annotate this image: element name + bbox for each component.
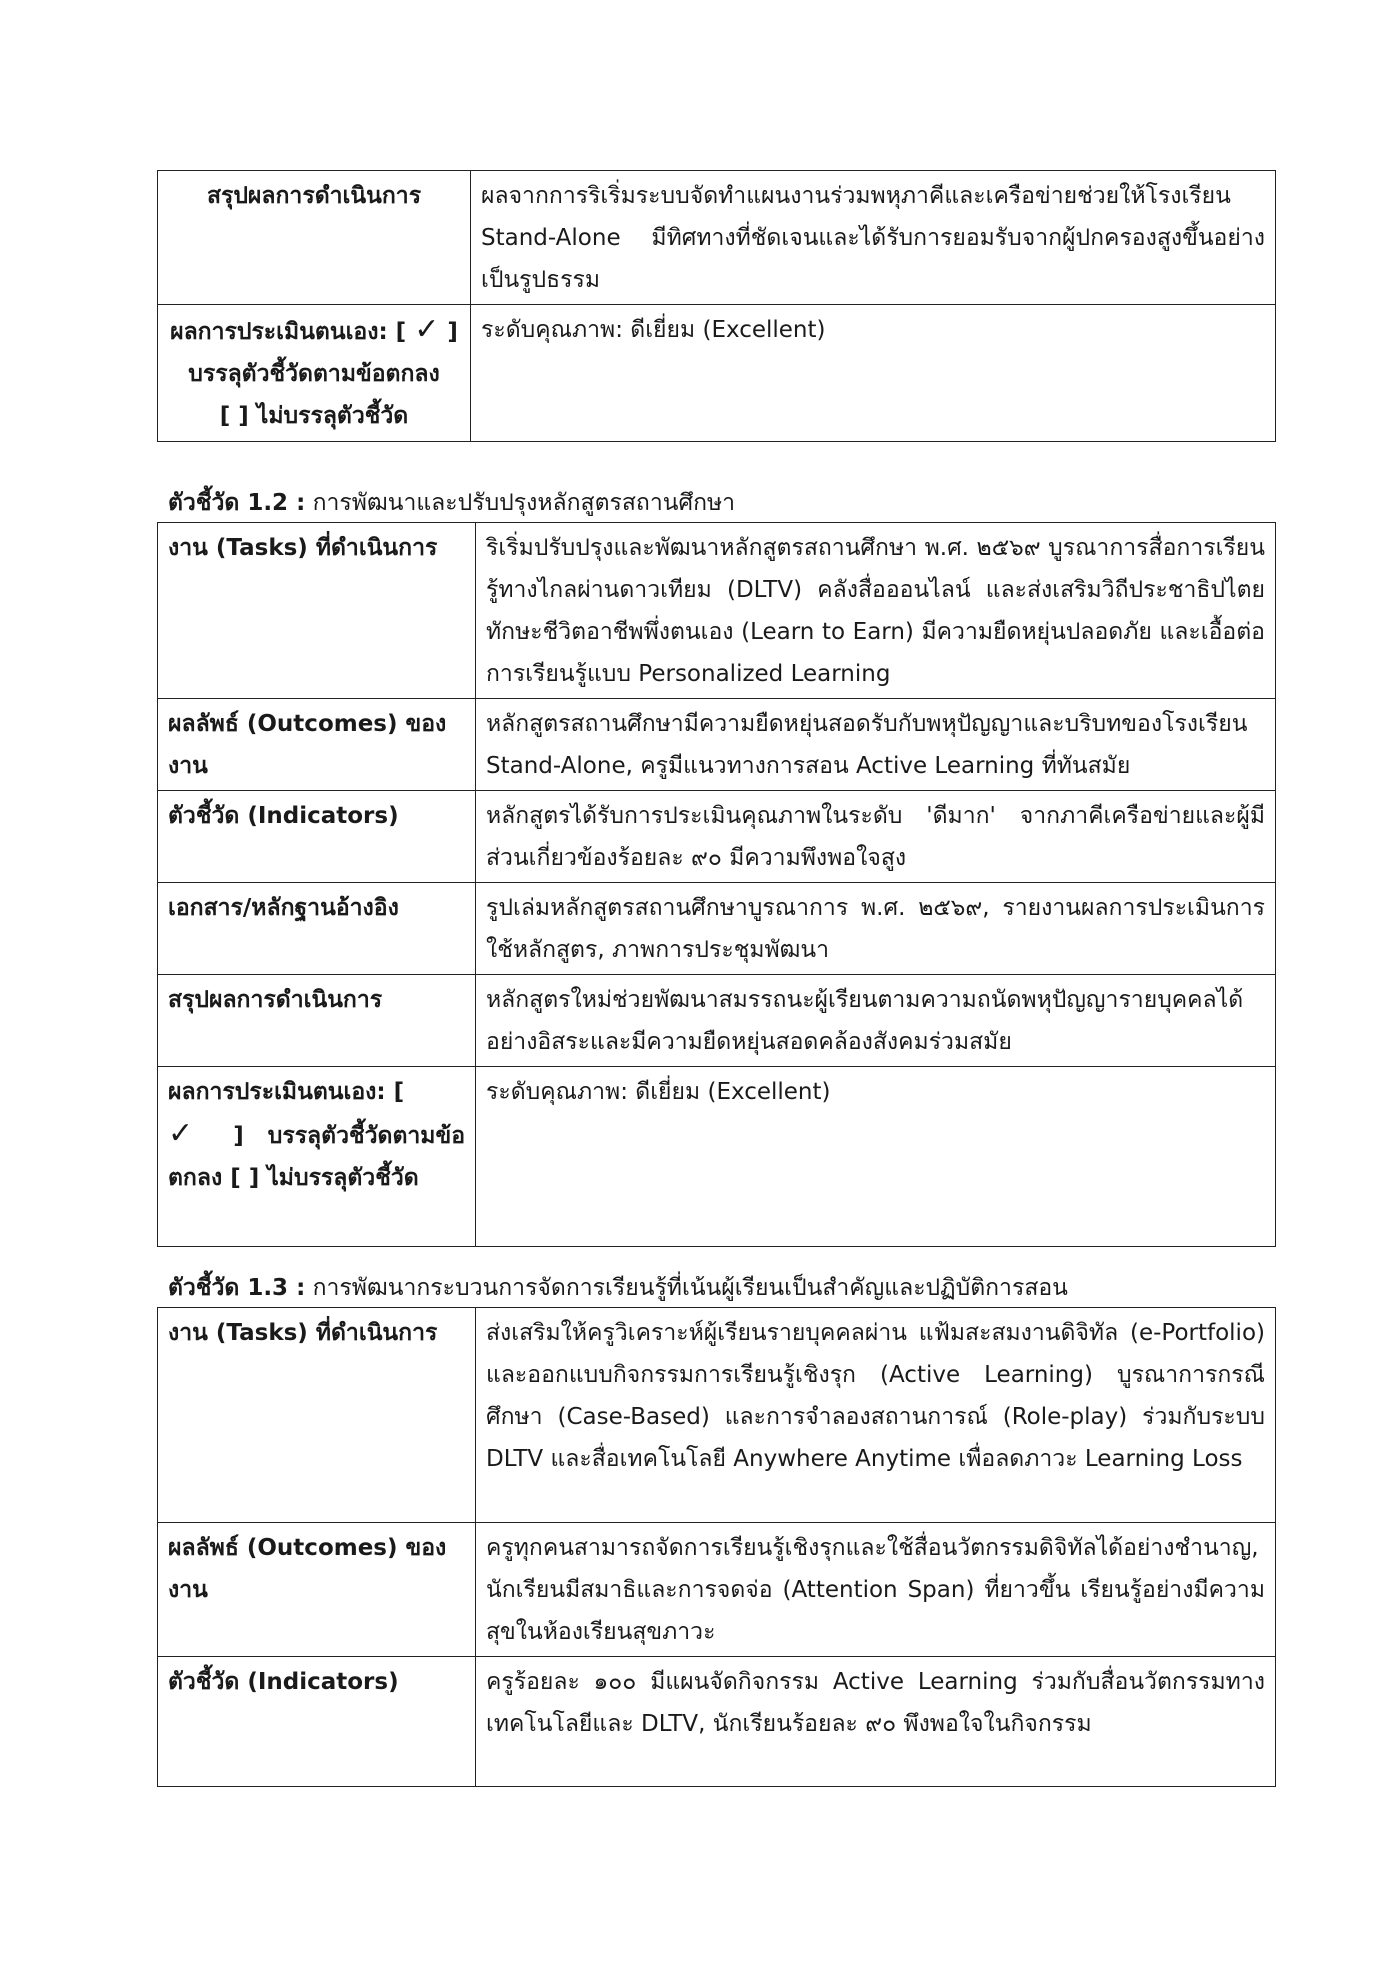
self-assessment-label xyxy=(158,1067,476,1247)
tasks-value: ส่งเสริมให้ครูวิเคราะห์ผู้เรียนรายบุคคลผ่าน แฟ้มสะสมงานดิจิทัล (e-Portfolio) และออกแบบกิจกรรมการเรียนรู้เชิงรุก (Active Learning) บูรณาการกรณีศึกษา (Case-Based) และการจำลองสถานการณ์ (Role-play) ร่วมกับระบบ DLTV และสื่อเทคโนโลยี Anywhere Anytime เพื่อลดภาวะ Learning Loss xyxy=(476,1308,1276,1523)
summary-value: หลักสูตรใหม่ช่วยพัฒนาสมรรถนะผู้เรียนตามความถนัดพหุปัญญารายบุคคลได้อย่างอิสระและมีความยืดหยุ่นสอดคล้องสังคมร่วมสมัย xyxy=(476,975,1276,1067)
self-assessment-label-part-a: ผลการประเมินตนเอง: [ xyxy=(168,1079,405,1105)
outcomes-value: หลักสูตรสถานศึกษามีความยืดหยุ่นสอดรับกับพหุปัญญาและบริบทของโรงเรียน Stand-Alone, ครูมีแนวทางการสอน Active Learning ที่ทันสมัย xyxy=(476,699,1276,791)
self-assessment-label-part-c: [ ] ไม่บรรลุตัวชี้วัด xyxy=(219,403,409,429)
self-assessment-label-part-a: ผลการประเมินตนเอง: [ xyxy=(170,319,407,345)
indicator-1-3-heading-text: การพัฒนากระบวนการจัดการเรียนรู้ที่เน้นผู้เรียนเป็นสำคัญและปฏิบัติการสอน xyxy=(305,1275,1068,1301)
evidence-value: รูปเล่มหลักสูตรสถานศึกษาบูรณาการ พ.ศ. ๒๕๖๙, รายงานผลการประเมินการใช้หลักสูตร, ภาพการประชุมพัฒนา xyxy=(476,883,1276,975)
summary-row xyxy=(158,171,1276,305)
self-assessment-row xyxy=(158,305,1276,442)
self-assessment-value: ระดับคุณภาพ: ดีเยี่ยม (Excellent) xyxy=(471,305,1276,442)
self-assessment-row xyxy=(158,1067,1276,1247)
self-assessment-label-part-b: ] บรรลุตัวชี้วัดตามข้อตกลง xyxy=(188,319,458,387)
indicator-1-2-heading-text: การพัฒนาและปรับปรุงหลักสูตรสถานศึกษา xyxy=(305,490,736,516)
tasks-label: งาน (Tasks) ที่ดำเนินการ xyxy=(158,523,476,699)
summary-label: สรุปผลการดำเนินการ xyxy=(158,975,476,1067)
self-assessment-label xyxy=(158,305,471,442)
outcomes-row xyxy=(158,1523,1276,1657)
check-icon: ✓ xyxy=(168,1116,210,1151)
self-assessment-label-part-c: [ ] ไม่บรรลุตัวชี้วัด xyxy=(230,1165,419,1191)
tasks-value: ริเริ่มปรับปรุงและพัฒนาหลักสูตรสถานศึกษา พ.ศ. ๒๕๖๙ บูรณาการสื่อการเรียนรู้ทางไกลผ่านดาวเทียม (DLTV) คลังสื่อออนไลน์ และส่งเสริมวิถีประชาธิปไตย ทักษะชีวิตอาชีพพึ่งตนเอง (Learn to Earn) มีความยืดหยุ่นปลอดภัย และเอื้อต่อการเรียนรู้แบบ Personalized Learning xyxy=(476,523,1276,699)
outcomes-label: ผลลัพธ์ (Outcomes) ของงาน xyxy=(158,1523,476,1657)
summary-row xyxy=(158,975,1276,1067)
tasks-row xyxy=(158,523,1276,699)
tasks-row xyxy=(158,1308,1276,1523)
indicator-1-2-heading xyxy=(168,487,735,519)
indicators-row xyxy=(158,791,1276,883)
tasks-label: งาน (Tasks) ที่ดำเนินการ xyxy=(158,1308,476,1523)
indicators-label: ตัวชี้วัด (Indicators) xyxy=(158,1657,476,1787)
indicators-label: ตัวชี้วัด (Indicators) xyxy=(158,791,476,883)
indicator-1-3-heading xyxy=(168,1272,1068,1304)
indicator-1-3-table xyxy=(157,1307,1276,1787)
indicator-1-2-table xyxy=(157,522,1276,1247)
self-assessment-value: ระดับคุณภาพ: ดีเยี่ยม (Excellent) xyxy=(476,1067,1276,1247)
self-assessment-label-part-b: ] บรรลุตัวชี้วัดตามข้อตกลง xyxy=(168,1123,466,1191)
indicators-value: ครูร้อยละ ๑๐๐ มีแผนจัดกิจกรรม Active Learning ร่วมกับสื่อนวัตกรรมทางเทคโนโลยีและ DLTV, นักเรียนร้อยละ ๙๐ พึงพอใจในกิจกรรม xyxy=(476,1657,1276,1787)
indicator-1-3-heading-number: ตัวชี้วัด 1.3 : xyxy=(168,1275,306,1301)
indicators-value: หลักสูตรได้รับการประเมินคุณภาพในระดับ 'ดีมาก' จากภาคีเครือข่ายและผู้มีส่วนเกี่ยวข้องร้อยละ ๙๐ มีความพึงพอใจสูง xyxy=(476,791,1276,883)
summary-label: สรุปผลการดำเนินการ xyxy=(158,171,471,305)
check-icon: ✓ xyxy=(414,312,440,347)
indicators-row xyxy=(158,1657,1276,1787)
outcomes-row xyxy=(158,699,1276,791)
outcomes-value: ครูทุกคนสามารถจัดการเรียนรู้เชิงรุกและใช้สื่อนวัตกรรมดิจิทัลได้อย่างชำนาญ, นักเรียนมีสมาธิและการจดจ่อ (Attention Span) ที่ยาวขึ้น เรียนรู้อย่างมีความสุขในห้องเรียนสุขภาวะ xyxy=(476,1523,1276,1657)
outcomes-label: ผลลัพธ์ (Outcomes) ของงาน xyxy=(158,699,476,791)
evidence-row xyxy=(158,883,1276,975)
evidence-label: เอกสาร/หลักฐานอ้างอิง xyxy=(158,883,476,975)
summary-value: ผลจากการริเริ่มระบบจัดทำแผนงานร่วมพหุภาคีและเครือข่ายช่วยให้โรงเรียน Stand-Alone มีทิศทางที่ชัดเจนและได้รับการยอมรับจากผู้ปกครองสูงขึ้นอย่างเป็นรูปธรรม xyxy=(471,171,1276,305)
indicator-1-1-table xyxy=(157,170,1276,442)
indicator-1-2-heading-number: ตัวชี้วัด 1.2 : xyxy=(168,490,306,516)
